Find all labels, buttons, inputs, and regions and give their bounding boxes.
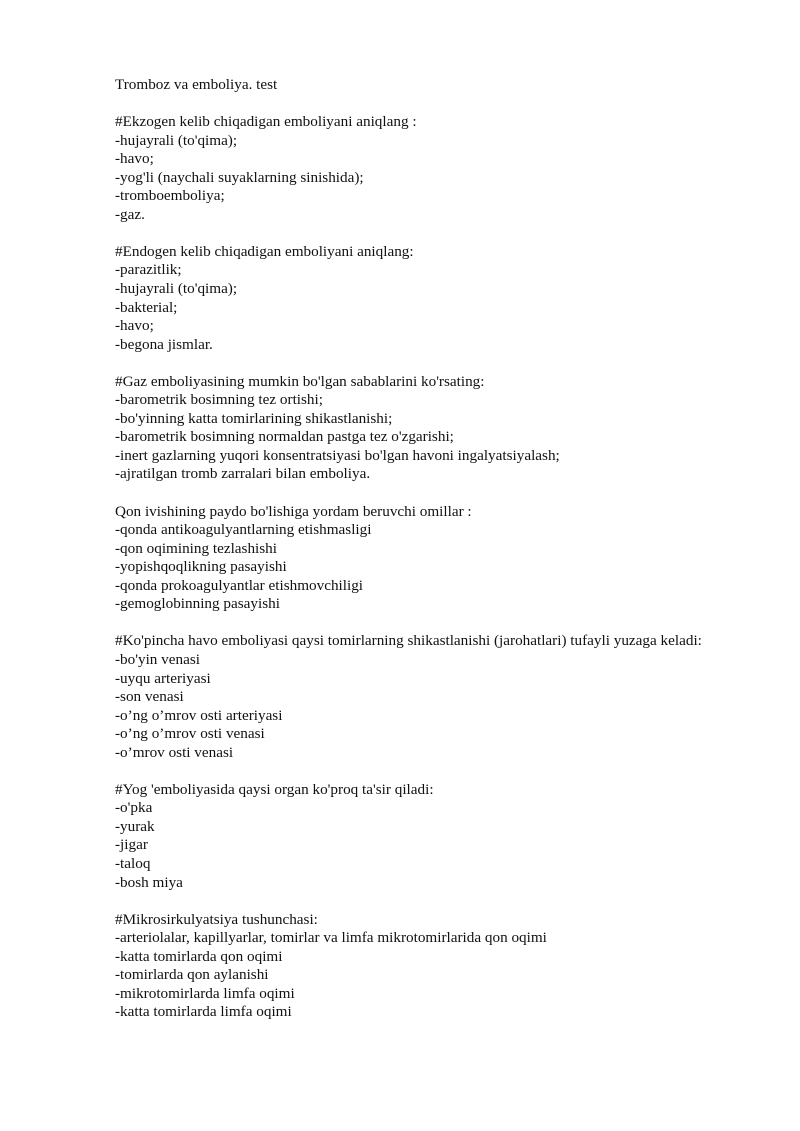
answer-option: -yurak bbox=[115, 817, 155, 835]
document-title: Tromboz va emboliya. test bbox=[115, 76, 278, 93]
answer-option: -o’ng o’mrov osti venasi bbox=[115, 725, 265, 743]
answer-option: -tomirlarda qon aylanishi bbox=[115, 966, 269, 984]
answer-option: -katta tomirlarda limfa oqimi bbox=[115, 1003, 292, 1021]
question-block bbox=[115, 632, 785, 762]
answer-option: -bosh miya bbox=[115, 873, 183, 891]
question-text: #Yog 'emboliyasida qaysi organ ko'proq ta'sir qiladi: bbox=[115, 780, 434, 798]
answer-option: -begona jismlar. bbox=[115, 335, 213, 353]
answer-option: -jigar bbox=[115, 836, 148, 854]
answer-option: -yog'li (naychali suyaklarning sinishida); bbox=[115, 168, 364, 186]
answer-option: -hujayrali (to'qima); bbox=[115, 280, 238, 298]
answer-option: -qon oqimining tezlashishi bbox=[115, 539, 277, 557]
answer-option: -havo; bbox=[115, 317, 154, 335]
answer-option: -tromboemboliya; bbox=[115, 187, 225, 205]
answer-option: -bakterial; bbox=[115, 298, 178, 316]
answer-option: -barometrik bosimning tez ortishi; bbox=[115, 391, 323, 409]
answer-option: -ajratilgan tromb zarralari bilan emboliya. bbox=[115, 465, 371, 483]
question-block bbox=[115, 113, 785, 224]
answer-option: -o’ng o’mrov osti arteriyasi bbox=[115, 706, 283, 724]
answer-option: -qonda antikoagulyantlarning etishmasligi bbox=[115, 521, 372, 539]
answer-option: -gemoglobinning pasayishi bbox=[115, 595, 280, 613]
document-body bbox=[115, 76, 785, 1022]
question-block bbox=[115, 911, 785, 1022]
answer-option: -barometrik bosimning normaldan pastga tez o'zgarishi; bbox=[115, 428, 454, 446]
question-text: Qon ivishining paydo bo'lishiga yordam beruvchi omillar : bbox=[115, 502, 472, 520]
question-text: #Gaz emboliyasining mumkin bo'lgan sabablarini ko'rsating: bbox=[115, 372, 485, 390]
question-list bbox=[115, 113, 785, 1022]
question-block bbox=[115, 781, 785, 892]
question-text: #Ko'pincha havo emboliyasi qaysi tomirlarning shikastlanishi (jarohatlari) tufayli yuzaga keladi: bbox=[115, 632, 702, 650]
answer-option: -mikrotomirlarda limfa oqimi bbox=[115, 984, 295, 1002]
question-text: #Ekzogen kelib chiqadigan emboliyani aniqlang : bbox=[115, 113, 417, 131]
answer-option: -o'pka bbox=[115, 799, 153, 817]
answer-option: -bo'yinning katta tomirlarining shikastlanishi; bbox=[115, 409, 393, 427]
answer-option: -havo; bbox=[115, 150, 154, 168]
answer-option: -qonda prokoagulyantlar etishmovchiligi bbox=[115, 576, 364, 594]
answer-option: -uyqu arteriyasi bbox=[115, 669, 211, 687]
question-text: #Mikrosirkulyatsiya tushunchasi: bbox=[115, 910, 318, 928]
question-block bbox=[115, 373, 785, 484]
question-block bbox=[115, 243, 785, 354]
answer-option: -son venasi bbox=[115, 688, 184, 706]
answer-option: -o’mrov osti venasi bbox=[115, 743, 234, 761]
answer-option: -hujayrali (to'qima); bbox=[115, 131, 238, 149]
answer-option: -bo'yin venasi bbox=[115, 650, 200, 668]
question-text: #Endogen kelib chiqadigan emboliyani aniqlang: bbox=[115, 242, 414, 260]
answer-option: -arteriolalar, kapillyarlar, tomirlar va limfa mikrotomirlarida qon oqimi bbox=[115, 929, 547, 947]
answer-option: -katta tomirlarda qon oqimi bbox=[115, 947, 283, 965]
question-block bbox=[115, 503, 785, 614]
answer-option: -taloq bbox=[115, 854, 151, 872]
answer-option: -inert gazlarning yuqori konsentratsiyasi bo'lgan havoni ingalyatsiyalash; bbox=[115, 446, 560, 464]
answer-option: -gaz. bbox=[115, 205, 145, 223]
answer-option: -parazitlik; bbox=[115, 261, 182, 279]
answer-option: -yopishqoqlikning pasayishi bbox=[115, 558, 287, 576]
